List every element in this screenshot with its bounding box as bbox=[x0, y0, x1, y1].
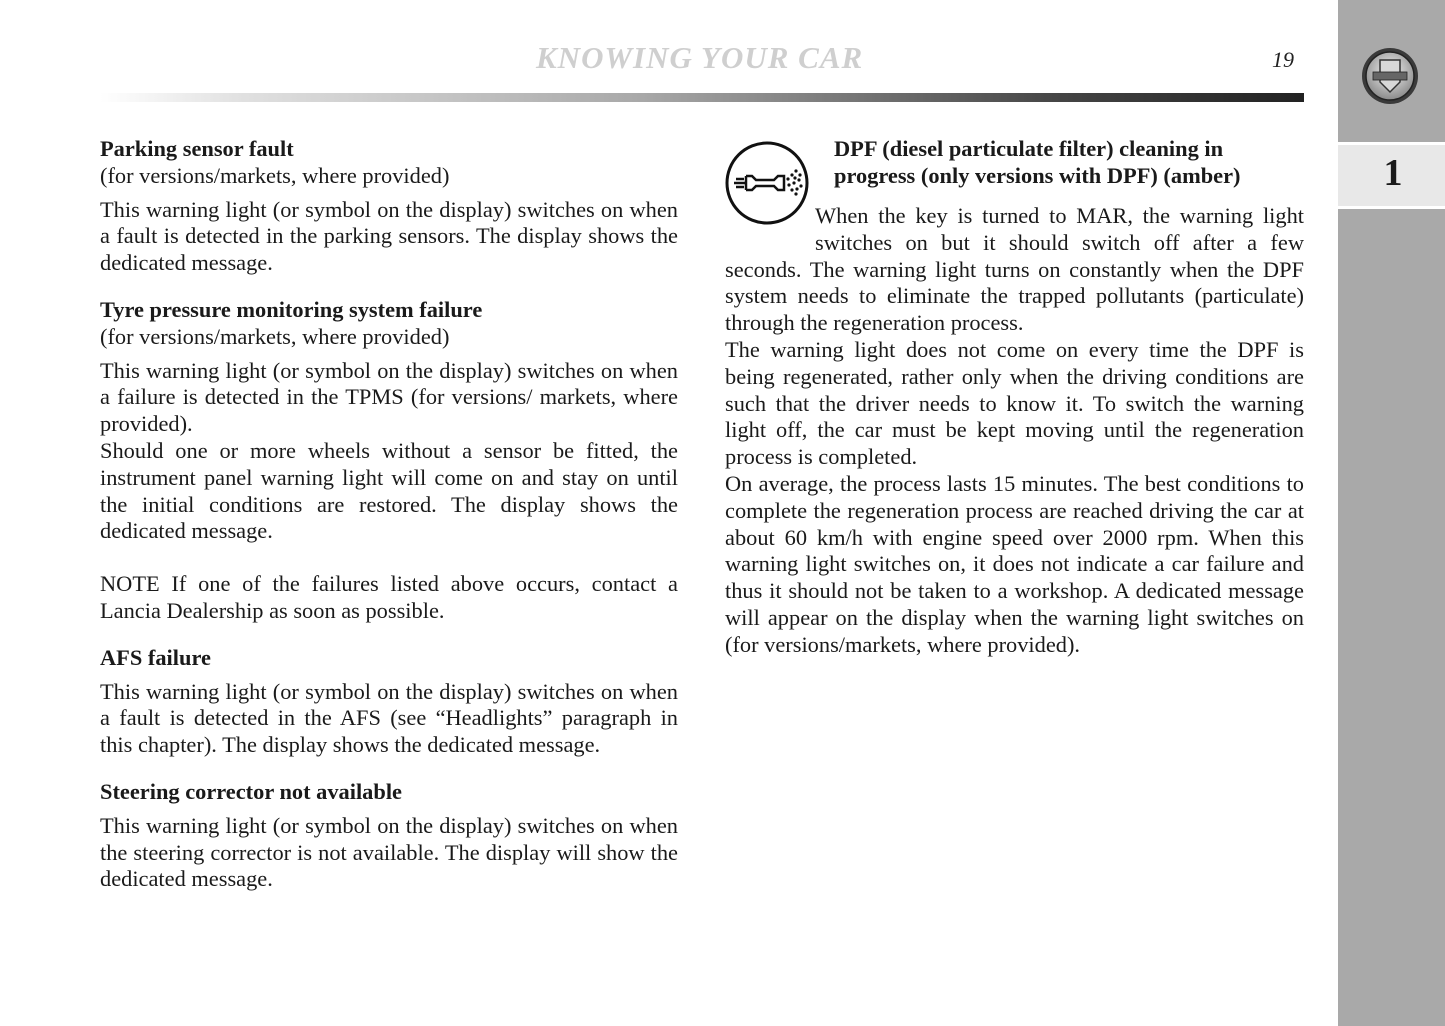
left-column bbox=[100, 136, 678, 893]
section-heading-steering-corrector: Steering corrector not available bbox=[100, 778, 402, 804]
dpf-heading-line-1: DPF (diesel particulate filter) cleaning in bbox=[834, 136, 1224, 161]
dpf-heading-line-2: progress (only versions with DPF) (amber) bbox=[834, 162, 1241, 188]
section-heading-tpms-failure: Tyre pressure monitoring system failure bbox=[100, 296, 483, 322]
icon-wrap-spacer bbox=[725, 203, 815, 255]
section-subheading: (for versions/markets, where provided) bbox=[100, 323, 450, 349]
section-body: This warning light (or symbol on the display) switches on when the steering corrector is not available. The display will show the dedicated message. bbox=[100, 812, 678, 892]
section-body: This warning light (or symbol on the display) switches on when a failure is detected in the TPMS (for versions/ markets, where provided). bbox=[100, 357, 678, 437]
section-body-continued: Should one or more wheels without a sensor be fitted, the instrument panel warning light will come on and stay on until the initial conditions are restored. The display shows the dedicated message. bbox=[100, 437, 678, 544]
section-subheading: (for versions/markets, where provided) bbox=[100, 162, 450, 188]
chapter-number: 1 bbox=[1383, 152, 1403, 194]
section-body: This warning light (or symbol on the display) switches on when a fault is detected in the parking sensors. The display shows the dedicated message. bbox=[100, 196, 678, 276]
page-number: 19 bbox=[1272, 47, 1294, 72]
lancia-logo-icon bbox=[1360, 46, 1420, 106]
dpf-paragraph-2: The warning light does not come on every time the DPF is being regenerated, rather only when the driving conditions are such that the driver needs to know it. To switch the warning light off, the car must be kept moving until the regeneration process is completed. bbox=[725, 336, 1304, 470]
dpf-body bbox=[725, 203, 1304, 659]
dpf-paragraph-3: On average, the process lasts 15 minutes. The best conditions to complete the regeneration process are reached driving the car at about 60 km/h with engine speed over 2000 rpm. When this warning light switches on, it does not indicate a car failure and thus it should not be taken to a workshop. A dedicated message will appear on the display when the warning light switches on (for versions/markets, where provided). bbox=[725, 470, 1304, 657]
section-body: This warning light (or symbol on the display) switches on when a fault is detected in the AFS (see “Headlights” paragraph in this chapter). The display shows the dedicated message. bbox=[100, 678, 678, 758]
section-heading-parking-sensor-fault: Parking sensor fault bbox=[100, 136, 294, 161]
dpf-heading bbox=[834, 136, 1304, 190]
page-header-title: KNOWING YOUR CAR bbox=[536, 40, 864, 75]
header-gradient-rule bbox=[100, 93, 1304, 102]
note-paragraph: NOTE If one of the failures listed above occurs, contact a Lancia Dealership as soon as possible. bbox=[100, 571, 678, 623]
dpf-paragraph-1: When the key is turned to MAR, the warning light switches on but it should switch off after a few seconds. The warning light turns on constantly when the DPF system needs to eliminate the trapped pollutants (particulate) through the regeneration process. bbox=[725, 203, 1304, 336]
section-heading-afs-failure: AFS failure bbox=[100, 644, 211, 670]
